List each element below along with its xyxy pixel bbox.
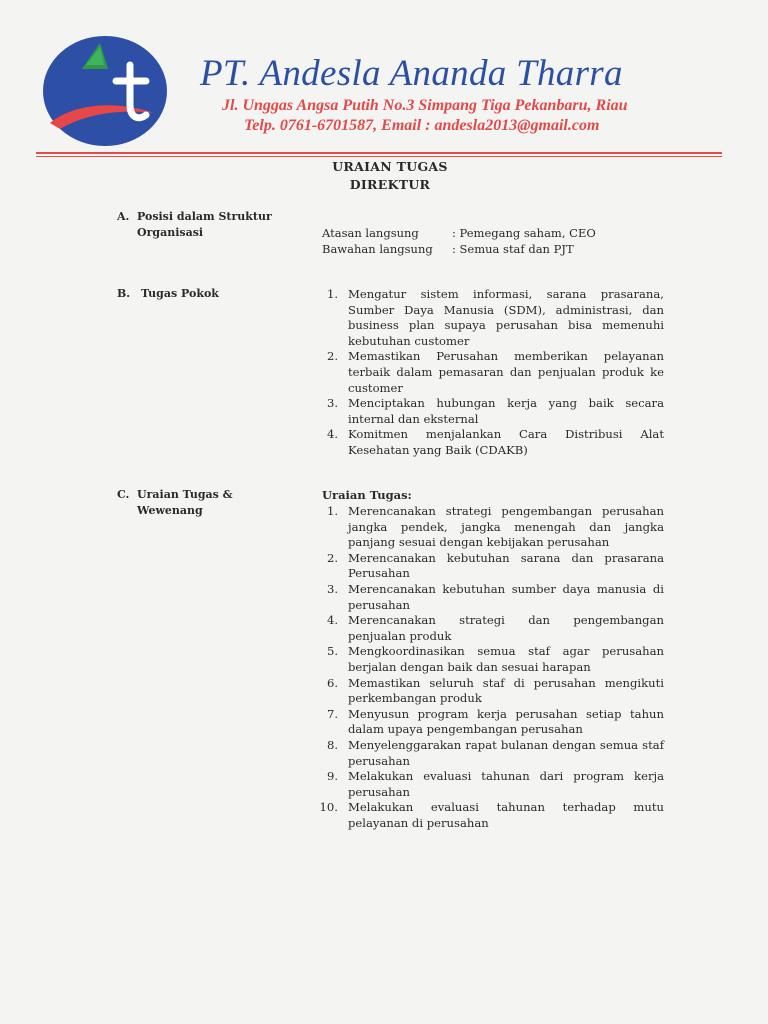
item-number: 3. <box>326 396 338 411</box>
list-item <box>316 427 664 458</box>
list-item <box>316 738 664 769</box>
field-key: Bawahan langsung <box>322 242 433 256</box>
item-text: Menyusun program kerja perusahan setiap tahun dalam upaya pengembangan perusahan <box>348 706 664 737</box>
item-text: Merencanakan strategi pengembangan perusahan jangka pendek, jangka menengah dan jangka panjang sesuai dengan kebijakan perusahan <box>348 504 664 550</box>
field-key: Atasan langsung <box>322 226 419 240</box>
item-number: 2. <box>326 349 338 364</box>
item-number: 9. <box>326 769 338 784</box>
item-text: Merencanakan kebutuhan sarana dan prasarana Perusahan <box>348 550 664 581</box>
item-text: Mengkoordinasikan semua staf agar perusahan berjalan dengan baik dan sesuai harapan <box>348 644 664 674</box>
company-address: Jl. Unggas Angsa Putih No.3 Simpang Tiga Pekanbaru, Riau <box>222 97 628 114</box>
section-a-letter: A. <box>117 210 130 223</box>
document-subtitle: DIREKTUR <box>349 177 431 192</box>
item-text: Melakukan evaluasi tahunan terhadap mutu pelayanan di perusahan <box>348 800 664 830</box>
section-a-label: Posisi dalam Struktur Organisasi <box>137 210 272 239</box>
item-number: 4. <box>326 613 338 628</box>
section-c-label: Uraian Tugas & Wewenang <box>137 488 233 517</box>
uraian-tugas-heading: Uraian Tugas: <box>322 488 412 502</box>
list-item <box>316 676 664 707</box>
item-text: Komitmen menjalankan Cara Distribusi Alat Kesehatan yang Baik (CDAKB) <box>348 427 664 457</box>
field-bawahan <box>322 241 574 257</box>
company-name: PT. Andesla Ananda Tharra <box>200 53 623 94</box>
list-item <box>316 349 664 396</box>
list-item <box>316 769 664 800</box>
letterhead-divider <box>36 152 722 154</box>
list-item <box>316 287 664 349</box>
section-b-label: Tugas Pokok <box>141 287 219 300</box>
item-number: 6. <box>326 675 338 690</box>
list-item <box>316 396 664 427</box>
field-atasan <box>322 225 596 241</box>
item-text: Merencanakan kebutuhan sumber daya manusia di perusahan <box>348 581 664 612</box>
letterhead-divider-thin <box>36 156 722 157</box>
list-item <box>316 707 664 738</box>
item-text: Memastikan seluruh staf di perusahan mengikuti perkembangan produk <box>348 675 664 706</box>
item-number: 8. <box>326 737 338 752</box>
item-text: Melakukan evaluasi tahunan dari program kerja perusahan <box>348 769 664 799</box>
tugas-pokok-list <box>316 287 664 459</box>
item-number: 4. <box>326 427 338 442</box>
item-number: 2. <box>326 550 338 565</box>
field-value: : Pemegang saham, CEO <box>452 226 596 240</box>
item-text: Mengatur sistem informasi, sarana prasarana, Sumber Daya Manusia (SDM), administrasi, dan business plan supaya perusahan bisa memenuhi kebutuhan customer <box>348 287 664 348</box>
item-number: 1. <box>326 504 338 518</box>
field-value: : Semua staf dan PJT <box>452 242 574 256</box>
item-number: 10. <box>319 800 338 815</box>
item-number: 1. <box>326 287 338 301</box>
company-contact: Telp. 0761-6701587, Email : andesla2013@gmail.com <box>244 117 600 134</box>
section-c-letter: C. <box>117 488 130 501</box>
list-item <box>316 613 664 644</box>
item-number: 7. <box>326 706 338 721</box>
list-item <box>316 644 664 675</box>
list-item <box>316 582 664 613</box>
item-text: Memastikan Perusahan memberikan pelayanan terbaik dalam pemasaran dan penjualan produk ke customer <box>348 349 664 395</box>
item-text: Menyelenggarakan rapat bulanan dengan semua staf perusahan <box>348 737 664 768</box>
list-item <box>316 504 664 551</box>
section-b-letter: B. <box>117 287 131 300</box>
andesla-logo-icon <box>42 35 168 147</box>
list-item <box>316 800 664 831</box>
item-text: Merencanakan strategi dan pengembangan penjualan produk <box>348 613 664 643</box>
list-item <box>316 551 664 582</box>
item-number: 5. <box>326 644 338 659</box>
item-number: 3. <box>326 581 338 596</box>
uraian-tugas-list <box>316 504 664 831</box>
document-title: URAIAN TUGAS <box>332 159 448 174</box>
item-text: Menciptakan hubungan kerja yang baik secara internal dan eksternal <box>348 396 664 426</box>
